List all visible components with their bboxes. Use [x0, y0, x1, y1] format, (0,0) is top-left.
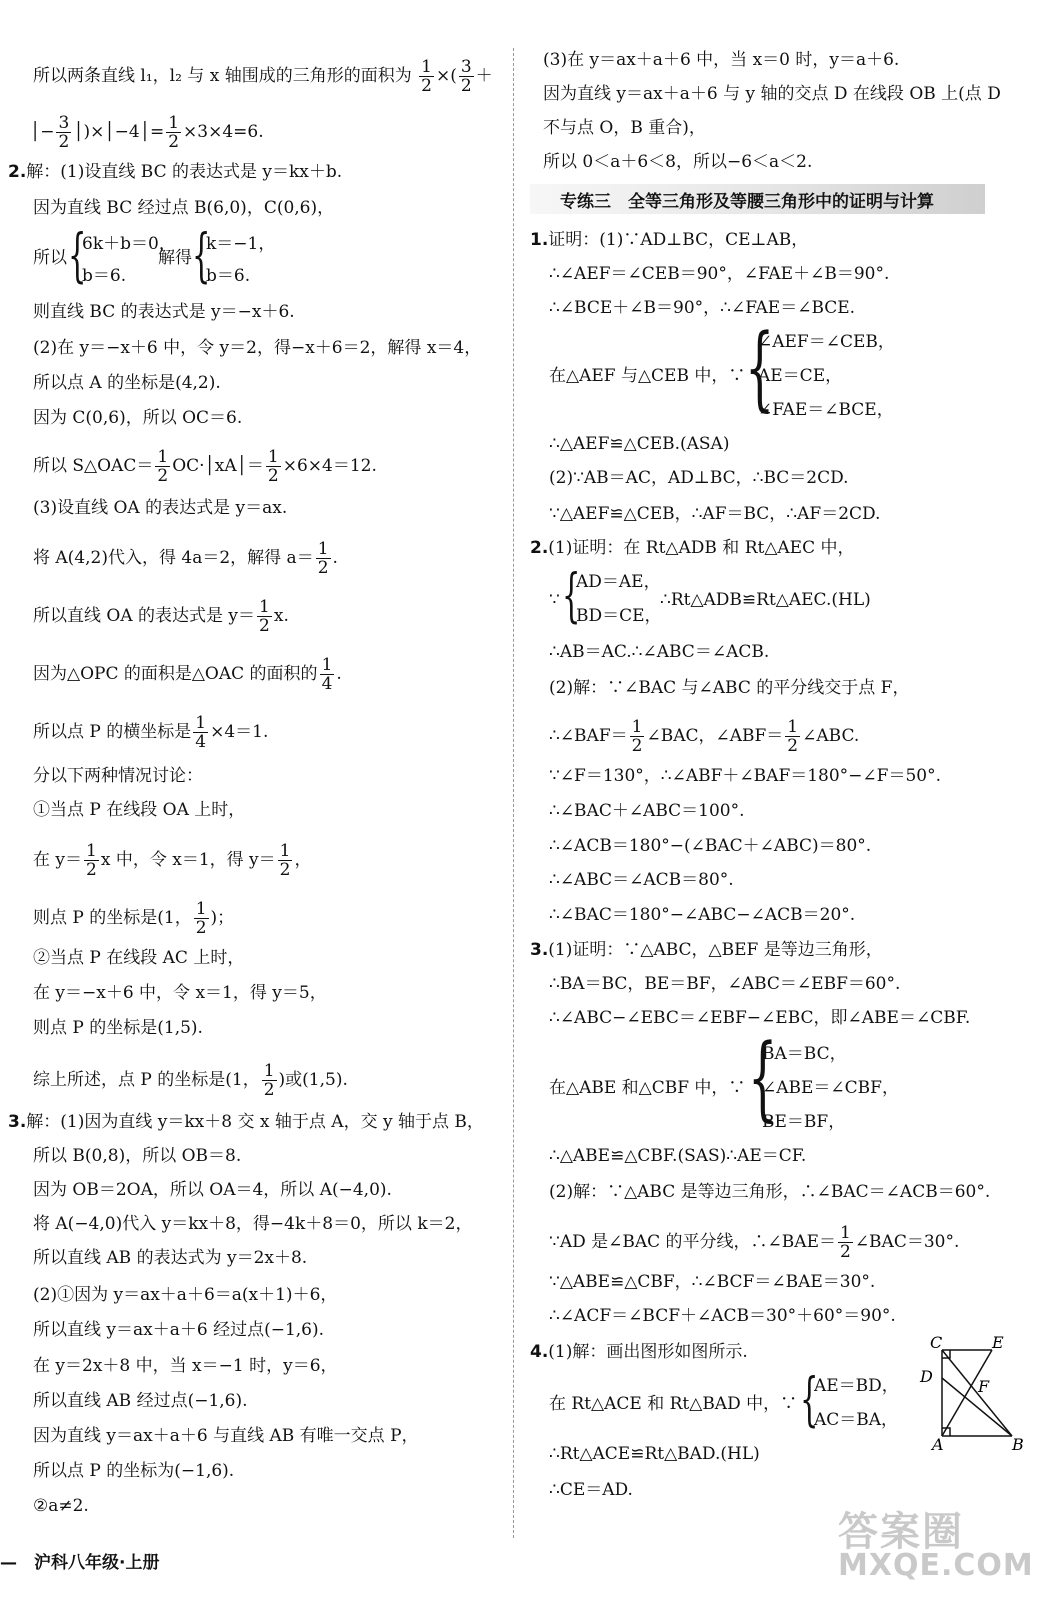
num: 1 — [321, 655, 333, 675]
text-line: 所以点 P 的坐标为(−1,6). — [33, 1461, 235, 1481]
problem-number: 4. — [530, 1342, 549, 1362]
q2-l1 — [530, 536, 855, 560]
fraction — [785, 718, 800, 755]
num: 1 — [195, 899, 207, 919]
text-line: ∴△AEF≌△CEB.(ASA) — [549, 434, 730, 454]
text: 解：(1)设直线 BC 的表达式是 y＝kx＋b. — [26, 162, 343, 182]
num: 1 — [279, 841, 291, 861]
text-line: ∴∠BAC＋∠ABC＝100°. — [549, 801, 745, 821]
fraction — [166, 114, 181, 151]
text-line: 所以 B(0,8)，所以 OB＝8. — [33, 1146, 242, 1166]
text-line: ∴Rt△ACE≌Rt△BAD.(HL) — [549, 1444, 760, 1464]
num: 1 — [631, 717, 643, 737]
text: . — [336, 664, 342, 684]
text-line: (2)解：∵△ABC 是等边三角形，∴∠BAC＝∠ACB＝60°. — [549, 1182, 991, 1202]
text: 在△AEF 与△CEB 中，∵ — [549, 366, 746, 386]
text-line: 因为 C(0,6)，所以 OC＝6. — [33, 408, 243, 428]
line — [33, 1062, 348, 1099]
text-line: ∵△ABE≌△CBF，∴∠BCF＝∠BAE＝30°. — [549, 1272, 876, 1292]
den: 2 — [317, 558, 329, 578]
text-line: 所以 0＜a＋6＜8，所以−6＜a＜2. — [543, 152, 813, 172]
text: 所以点 P 的横坐标是 — [33, 722, 192, 742]
num: 1 — [839, 1223, 851, 1243]
num: 1 — [259, 597, 270, 617]
label-a: A — [932, 1435, 944, 1454]
text: )或(1,5). — [278, 1070, 348, 1090]
brace: { — [745, 314, 775, 421]
line — [33, 540, 338, 577]
fraction — [316, 540, 331, 577]
equation: BD＝CE， — [576, 606, 662, 626]
text-line: 因为直线 y＝ax＋a＋6 与直线 AB 有唯一交点 P， — [33, 1426, 419, 1446]
brace: { — [192, 221, 211, 289]
equation: BE＝BF， — [762, 1112, 846, 1132]
problem-3-l1 — [8, 1110, 484, 1134]
num: 1 — [263, 1061, 275, 1081]
text-line: ∴∠ACB＝180°−(∠BAC＋∠ABC)＝80°. — [549, 836, 872, 856]
den: 2 — [86, 860, 97, 880]
equation: k＝−1， — [206, 234, 276, 254]
equation: ∠AEF＝∠CEB， — [758, 332, 895, 352]
line — [33, 842, 311, 879]
label-b: B — [1012, 1435, 1024, 1454]
text-line: ②当点 P 在线段 AC 上时， — [33, 948, 245, 968]
text: 解：(1)因为直线 y＝kx＋8 交 x 轴于点 A，交 y 轴于点 B， — [26, 1112, 484, 1132]
num: 1 — [317, 539, 329, 559]
fraction — [262, 1062, 277, 1099]
text-line: ∴∠BCE＋∠B＝90°，∴∠FAE＝∠BCE. — [549, 298, 856, 318]
text: 所以直线 OA 的表达式是 y＝ — [33, 606, 256, 626]
text: ， — [294, 850, 312, 870]
text: x. — [273, 606, 289, 626]
text: ×4＝1. — [210, 722, 269, 742]
equation: AE＝CE， — [758, 366, 843, 386]
text-line: (3)在 y＝ax＋a＋6 中，当 x＝0 时，y＝a＋6. — [543, 50, 900, 70]
text-line: 则点 P 的坐标是(1,5). — [33, 1018, 203, 1038]
text: (1)证明：在 Rt△ADB 和 Rt△AEC 中， — [548, 538, 855, 558]
text-line: ∴∠BAC＝180°−∠ABC−∠ACB＝20°. — [549, 905, 856, 925]
den: 2 — [631, 736, 643, 756]
text-line: 因为直线 y＝ax＋a＋6 与 y 轴的交点 D 在线段 OB 上(点 D — [543, 84, 1001, 104]
q3-l1 — [530, 938, 883, 962]
text: (1)解：画出图形如图所示. — [548, 1342, 748, 1362]
num: 1 — [157, 447, 169, 467]
den: 2 — [263, 1080, 275, 1100]
brace: { — [562, 561, 581, 629]
text-line: ∴∠AEF＝∠CEB＝90°，∠FAE＋∠B＝90°. — [549, 264, 890, 284]
num: 3 — [460, 57, 472, 77]
text: . — [332, 548, 338, 568]
num: 1 — [168, 113, 180, 133]
text-line: 将 A(−4,0)代入 y＝kx＋8，得−4k＋8＝0，所以 k＝2， — [33, 1214, 473, 1234]
text: ∠ABC. — [802, 726, 860, 746]
num: 1 — [86, 841, 97, 861]
den: 2 — [279, 860, 291, 880]
text-line: (2)①因为 y＝ax＋a＋6＝a(x＋1)＋6， — [33, 1285, 338, 1305]
label-f: F — [978, 1377, 990, 1396]
text: 所以两条直线 l₁，l₂ 与 x 轴围成的三角形的面积为 — [33, 66, 412, 86]
problem-number: 3. — [8, 1112, 27, 1132]
fraction — [194, 900, 209, 937]
text-line: ∴BA＝BC，BE＝BF，∠ABC＝∠EBF＝60°. — [549, 974, 901, 994]
section-banner — [530, 184, 985, 214]
watermark — [838, 1500, 1033, 1585]
den: 2 — [58, 132, 70, 152]
text-line: (2)在 y＝−x＋6 中，令 y＝2，得−x＋6＝2，解得 x＝4， — [33, 338, 482, 358]
text-line: 因为直线 BC 经过点 B(6,0)，C(0,6)， — [33, 198, 335, 218]
text-line: 不与点 O，B 重合)， — [543, 118, 706, 138]
text-line: ∵△AEF≌△CEB，∴AF＝BC，∴AF＝2CD. — [549, 504, 881, 524]
line — [33, 900, 234, 937]
text-line: 所以直线 y＝ax＋a＋6 经过点(−1,6). — [33, 1320, 325, 1340]
fraction — [56, 114, 71, 151]
page-footer: — 沪科八年级·上册 — [0, 1553, 160, 1573]
text: 在△ABE 和△CBF 中，∵ — [549, 1078, 746, 1098]
area-oac-line — [33, 448, 377, 485]
geometry-figure — [912, 1336, 1032, 1456]
line — [549, 718, 859, 755]
text: ×6×4＝12. — [282, 456, 377, 476]
watermark-url: MXQE.COM — [838, 1548, 1034, 1583]
fraction — [155, 448, 170, 485]
equation: ∠ABE＝∠CBF， — [762, 1078, 899, 1098]
text: 解得 — [158, 248, 192, 268]
label-e: E — [992, 1336, 1004, 1352]
text-line: ∴AB＝AC.∴∠ABC＝∠ACB. — [549, 642, 770, 662]
text-line: ①当点 P 在线段 OA 上时， — [33, 800, 246, 820]
text-line: 在 y＝2x＋8 中，当 x＝−1 时，y＝6， — [33, 1356, 338, 1376]
text-line: 分以下两种情况讨论： — [33, 766, 203, 786]
den: 2 — [157, 466, 169, 486]
area-line: 所以两条直线 l₁，l₂ 与 x 轴围成的三角形的面积为 $\frac{1}{2}$ ×( $\frac{3}{2}$ ＋ — [33, 57, 493, 96]
problem-number: 2. — [8, 162, 27, 182]
den: 2 — [421, 76, 432, 96]
text: │)×│−4│= — [73, 122, 165, 142]
text: OC·│xA│＝ — [172, 456, 264, 476]
text-line: ∴∠ABC＝∠ACB＝80°. — [549, 870, 734, 890]
fraction — [838, 1224, 853, 1261]
text-line: 所以直线 AB 的表达式为 y＝2x＋8. — [33, 1248, 308, 1268]
text: ∵AD 是∠BAC 的平分线，∴∠BAE＝ — [549, 1232, 836, 1252]
equation: AE＝BD， — [814, 1376, 899, 1396]
num: 3 — [58, 113, 70, 133]
section-title: 专练三 全等三角形及等腰三角形中的证明与计算 — [560, 192, 934, 212]
equation: b＝6. — [206, 266, 251, 286]
q1-l1 — [530, 228, 808, 252]
equation: ∠FAE＝∠BCE， — [758, 400, 894, 420]
den: 2 — [259, 616, 270, 636]
fraction — [278, 842, 293, 879]
equation: AD＝AE， — [576, 572, 661, 592]
text: ∴Rt△ADB≌Rt△AEC.(HL) — [660, 590, 871, 610]
fraction — [459, 58, 474, 95]
problem-number: 3. — [530, 940, 549, 960]
text-line: ∴CE＝AD. — [549, 1480, 633, 1500]
text: ∵ — [549, 590, 560, 610]
fraction — [257, 598, 272, 635]
text: 所以 S△OAC＝ — [33, 456, 154, 476]
problem-number: 2. — [530, 538, 549, 558]
text: 将 A(4,2)代入，得 4a＝2，解得 a＝ — [33, 548, 314, 568]
num: 1 — [195, 713, 207, 733]
fraction — [193, 714, 208, 751]
q4-l1 — [530, 1340, 748, 1364]
num: 1 — [421, 57, 432, 77]
fraction — [630, 718, 645, 755]
text: ∠BAC＝30°. — [854, 1232, 960, 1252]
line — [33, 714, 268, 751]
num: 1 — [787, 717, 799, 737]
den: 2 — [460, 76, 472, 96]
den: 2 — [787, 736, 799, 756]
text: │− — [30, 122, 55, 142]
brace: { — [800, 1365, 819, 1433]
text-line: 则直线 BC 的表达式是 y＝−x＋6. — [33, 302, 295, 322]
segment-cb — [942, 1350, 1012, 1436]
line — [33, 656, 342, 693]
line — [33, 598, 289, 635]
text-line: ∴∠ACF＝∠BCF＋∠ACB＝30°＋60°＝90°. — [549, 1306, 896, 1326]
equation: BA＝BC， — [762, 1044, 847, 1064]
den: 2 — [168, 132, 180, 152]
text-line: ∵∠F＝130°，∴∠ABF＋∠BAF＝180°−∠F＝50°. — [549, 766, 942, 786]
text-line: ∴△ABE≌△CBF.(SAS)∴AE＝CF. — [549, 1146, 807, 1166]
text-line: 所以点 A 的坐标是(4,2). — [33, 373, 221, 393]
problem-number: 1. — [530, 230, 549, 250]
text: ∴∠BAF＝ — [549, 726, 628, 746]
den: 2 — [267, 466, 279, 486]
column-divider — [513, 48, 514, 1538]
problem-2-l1 — [8, 160, 342, 184]
text: )； — [210, 908, 235, 928]
text: x 中，令 x＝1，得 y＝ — [100, 850, 276, 870]
fraction — [419, 58, 434, 95]
text: 在 y＝ — [33, 850, 83, 870]
brace: { — [748, 1024, 778, 1131]
den: 4 — [195, 732, 207, 752]
text: 则点 P 的坐标是(1， — [33, 908, 192, 928]
text-line: 所以直线 AB 经过点(−1,6). — [33, 1391, 248, 1411]
equation: b＝6. — [82, 266, 127, 286]
text-line: ∴∠ABC−∠EBC＝∠EBF−∠EBC，即∠ABE＝∠CBF. — [549, 1008, 971, 1028]
equation: AC＝BA， — [814, 1410, 899, 1430]
watermark-text: 答案圈 — [838, 1509, 964, 1555]
text: 所以 — [33, 248, 67, 268]
text-line: (3)设直线 OA 的表达式是 y＝ax. — [33, 498, 288, 518]
line — [549, 1224, 959, 1261]
den: 4 — [321, 674, 333, 694]
brace: { — [68, 221, 87, 289]
text-line: 因为 OB＝2OA，所以 OA＝4，所以 A(−4,0). — [33, 1180, 392, 1200]
label-d: D — [920, 1367, 933, 1386]
text: ∠BAC，∠ABF＝ — [646, 726, 784, 746]
text: 在 Rt△ACE 和 Rt△BAD 中，∵ — [549, 1394, 798, 1414]
text: 证明：(1)∵AD⊥BC，CE⊥AB， — [548, 230, 809, 250]
text-line: (2)解：∵∠BAC 与∠ABC 的平分线交于点 F， — [549, 678, 910, 698]
text: 综上所述，点 P 的坐标是(1， — [33, 1070, 260, 1090]
fraction — [320, 656, 335, 693]
text: (1)证明：∵△ABC，△BEF 是等边三角形， — [548, 940, 883, 960]
equation: 6k＋b＝0， — [82, 234, 176, 254]
num: 1 — [267, 447, 279, 467]
fraction — [266, 448, 281, 485]
text: ×3×4=6. — [183, 122, 264, 142]
text-line: (2)∵AB＝AC，AD⊥BC，∴BC＝2CD. — [549, 468, 849, 488]
text-line: ②a≠2. — [33, 1496, 89, 1516]
text-line: 在 y＝−x＋6 中，令 x＝1，得 y＝5， — [33, 983, 327, 1003]
den: 2 — [839, 1242, 851, 1262]
fraction — [84, 842, 99, 879]
area-line-2 — [30, 114, 264, 151]
den: 2 — [195, 918, 207, 938]
segment-db — [942, 1378, 1012, 1436]
text: 因为△OPC 的面积是△OAC 的面积的 — [33, 664, 318, 684]
label-c: C — [930, 1336, 943, 1352]
